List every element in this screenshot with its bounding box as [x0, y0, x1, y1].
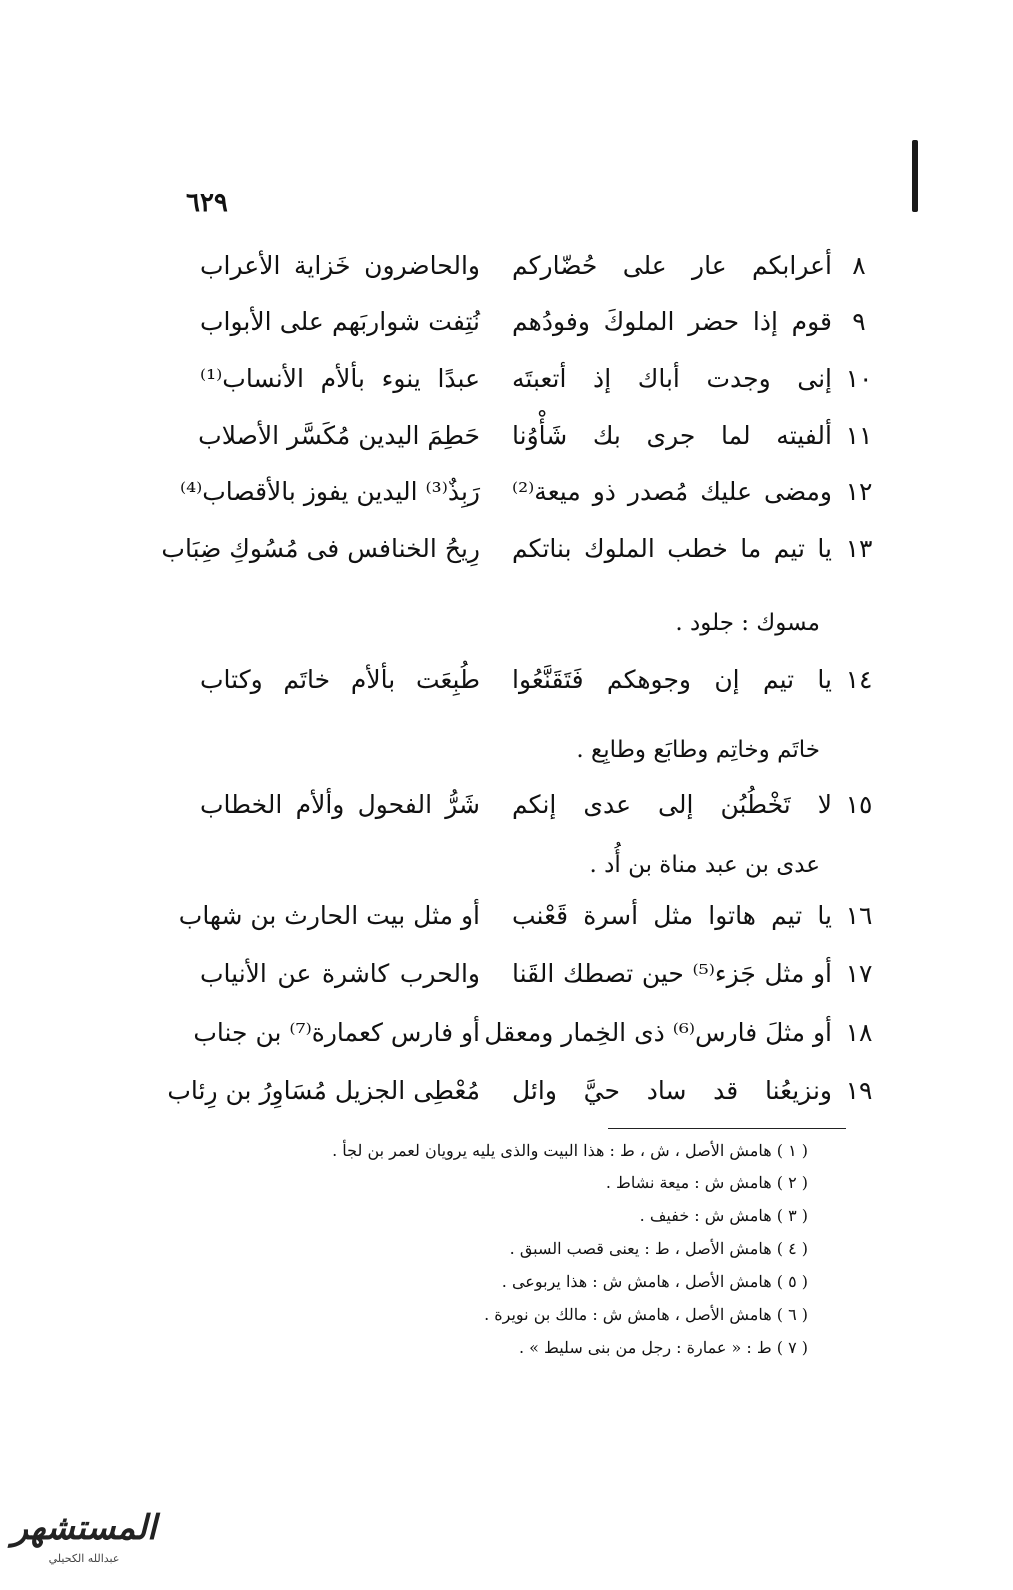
verse-first-hemistich: أعرابكم عار على حُضّاركم: [512, 251, 832, 280]
verse-line: [161, 527, 880, 571]
footnote: ( ٧ ) ط : « عمارة : رجل من بنى سليط » .: [518, 1338, 808, 1357]
verse-second-hemistich: عبدًا ينوء بألأم الأنساب⁽¹⁾: [200, 364, 480, 393]
verse-first-hemistich: يا تيم هاتوا مثل أسرة قَعْنب: [512, 901, 832, 930]
verse-first-hemistich: لا تَخْطُبُن إلى عدى إنكم: [512, 790, 832, 819]
verse-second-hemistich: طُبِعَت بألأم خاتَم وكتاب: [200, 665, 480, 694]
verse-first-hemistich: أو مثلَ فارس⁽⁶⁾ ذى الخِمار ومعقل: [484, 1018, 832, 1047]
verse-line: [179, 470, 880, 514]
watermark-logo: [0, 1505, 168, 1585]
footnote: ( ٤ ) هامش الأصل ، ط : يعنى قصب السبق .: [509, 1239, 808, 1258]
verse-line: [200, 357, 880, 401]
verse-number: ١٠: [845, 364, 873, 393]
verse-second-hemistich: أو مثل بيت الحارث بن شهاب: [178, 901, 480, 930]
verse-second-hemistich: والحاضرون خَزاية الأعراب: [200, 251, 480, 280]
gloss-line: عدى بن عبد مناة بن أُد .: [589, 852, 820, 878]
verse-number: ١٣: [845, 534, 873, 563]
verse-line: [167, 1069, 880, 1113]
verse-number: ١٧: [845, 959, 873, 988]
logo-text: المستشهر: [11, 1508, 157, 1548]
verse-second-hemistich: حَطِمَ اليدين مُكَسَّر الأصلاب: [198, 421, 480, 450]
verse-line: [200, 783, 880, 827]
verse-first-hemistich: ونزيعُنا قد ساد حيَّ وائل: [512, 1076, 832, 1105]
verse-line: [200, 414, 880, 458]
verse-line: [193, 1011, 880, 1055]
verse-first-hemistich: يا تيم إن وجوهكم فَتَقَنَّعُوا: [512, 665, 832, 694]
verse-line: [178, 894, 880, 938]
verse-first-hemistich: يا تيم ما خطب الملوك بناتكم: [512, 534, 832, 563]
verse-line: [200, 300, 880, 344]
verse-first-hemistich: إنى وجدت أباك إذ أتعبتَه: [512, 364, 832, 393]
verse-second-hemistich: مُعْطِى الجزيل مُسَاوِرُ بن رِئاب: [167, 1076, 480, 1105]
footnote-divider: [608, 1128, 846, 1129]
verse-number: ٨: [852, 251, 866, 280]
verse-number: ١٩: [845, 1076, 873, 1105]
verse-second-hemistich: والحرب كاشرة عن الأنياب: [200, 959, 480, 988]
page-number: ٦٢٩: [186, 188, 228, 218]
verse-second-hemistich: رَبِذٌ⁽³⁾ اليدين يفوز بالأقصاب⁽⁴⁾: [179, 477, 480, 506]
footnote: ( ٢ ) هامش ش : ميعة نشاط .: [605, 1173, 808, 1192]
verse-first-hemistich: أو مثل جَزء⁽⁵⁾ حين تصطك القَنا: [512, 959, 832, 988]
verse-number: ١٤: [845, 665, 873, 694]
scan-edge-mark: [912, 140, 918, 212]
verse-second-hemistich: شَرُّ الفحول وألأم الخطاب: [200, 790, 480, 819]
footnote: ( ٦ ) هامش الأصل ، هامش ش : مالك بن نويرة .: [484, 1305, 808, 1324]
verse-line: [200, 244, 880, 288]
verse-line: [200, 658, 880, 702]
verse-second-hemistich: أو فارس كعمارة⁽⁷⁾ بن جناب: [193, 1018, 480, 1047]
verse-number: ١٢: [845, 477, 873, 506]
verse-number: ١٥: [845, 790, 873, 819]
verse-second-hemistich: نُتِفت شواربَهم على الأبواب: [200, 307, 480, 336]
verse-number: ١١: [845, 421, 873, 450]
gloss-line: مسوك : جلود .: [675, 610, 820, 636]
footnote: ( ٣ ) هامش ش : خفيف .: [639, 1206, 808, 1225]
gloss-line: خاتَم وخاتِم وطابَع وطابِع .: [576, 737, 820, 763]
footnote: ( ٥ ) هامش الأصل ، هامش ش : هذا يربوعى .: [501, 1272, 808, 1291]
verse-line: [200, 952, 880, 996]
verse-number: ٩: [852, 307, 866, 336]
verse-second-hemistich: رِيحُ الخنافس فى مُسُوكِ ضِبَاب: [161, 534, 480, 563]
verse-number: ١٦: [845, 901, 873, 930]
logo-subtext: عبدالله الكحيلي: [48, 1552, 120, 1565]
verse-first-hemistich: ألفيته لما جرى بك شَأْوُنا: [512, 421, 832, 450]
verse-first-hemistich: قوم إذا حضر الملوكَ وفودُهم: [512, 307, 832, 336]
verse-first-hemistich: ومضى عليك مُصدر ذو ميعة⁽²⁾: [512, 477, 832, 506]
verse-number: ١٨: [845, 1018, 873, 1047]
footnote: ( ١ ) هامش الأصل ، ش ، ط : هذا البيت والذى يليه يرويان لعمر بن لجأ .: [332, 1141, 808, 1160]
